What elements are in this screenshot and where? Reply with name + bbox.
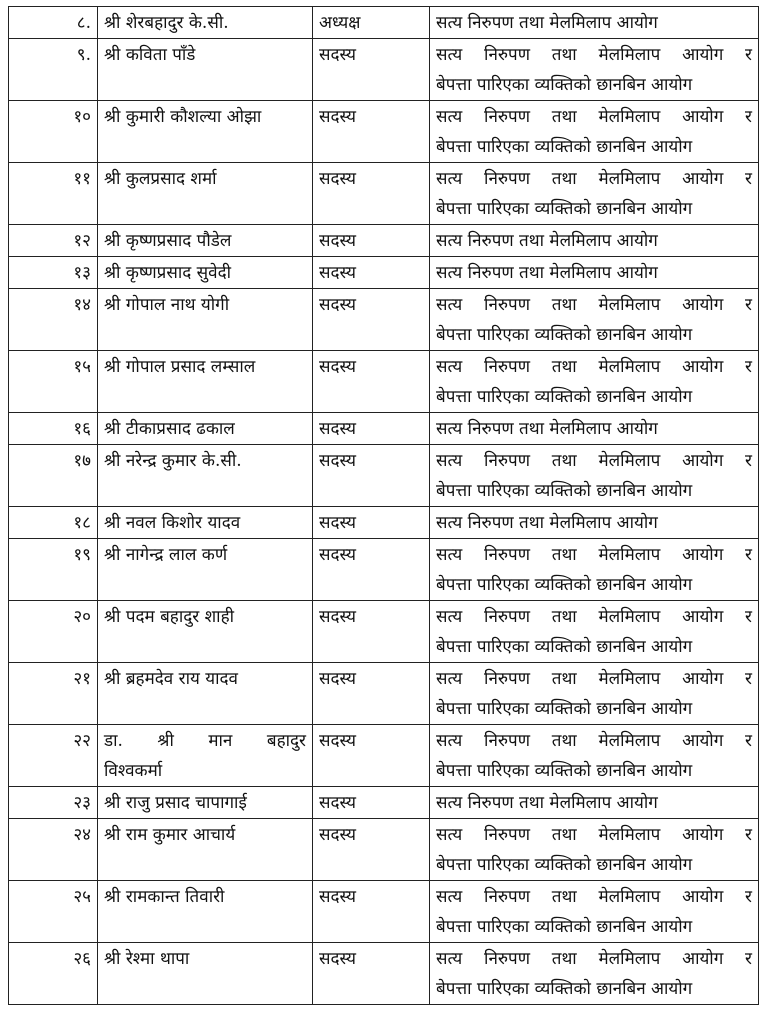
commission-line: सत्य निरुपण तथा मेलमिलाप आयोग र: [436, 887, 752, 907]
commission-line: सत्य निरुपण तथा मेलमिलाप आयोग: [436, 231, 658, 251]
commission-line: बेपत्ता पारिएका व्यक्तिको छानबिन आयोग: [436, 637, 693, 657]
table-row: [9, 351, 759, 413]
member-role: सदस्य: [313, 445, 430, 507]
member-role: अध्यक्ष: [313, 7, 430, 39]
commission-cell: [430, 601, 759, 663]
commission-line: सत्य निरुपण तथा मेलमिलाप आयोग र: [436, 295, 752, 315]
table-row: [9, 7, 759, 39]
member-name: श्री रेश्मा थापा: [98, 943, 313, 1005]
commission-cell: [430, 413, 759, 445]
table-row: [9, 725, 759, 787]
commission-cell: [430, 7, 759, 39]
member-role: सदस्य: [313, 539, 430, 601]
commission-cell: [430, 539, 759, 601]
member-name: श्री राम कुमार आचार्य: [98, 819, 313, 881]
commission-line: सत्य निरुपण तथा मेलमिलाप आयोग: [436, 263, 658, 283]
member-name: श्री कुलप्रसाद शर्मा: [98, 163, 313, 225]
commission-cell: [430, 663, 759, 725]
member-name: श्री शेरबहादुर के.सी.: [98, 7, 313, 39]
commission-line: सत्य निरुपण तथा मेलमिलाप आयोग र: [436, 169, 752, 189]
table-row: [9, 163, 759, 225]
member-name: श्री राजु प्रसाद चापागाई: [98, 787, 313, 819]
table-row: [9, 601, 759, 663]
member-role: सदस्य: [313, 725, 430, 787]
serial-number: १२: [9, 225, 98, 257]
commission-cell: [430, 819, 759, 881]
member-name: श्री रामकान्त तिवारी: [98, 881, 313, 943]
members-table-body: [9, 7, 759, 1005]
commission-line: सत्य निरुपण तथा मेलमिलाप आयोग: [436, 793, 658, 813]
serial-number: १६: [9, 413, 98, 445]
members-table: [8, 6, 759, 1005]
commission-cell: [430, 507, 759, 539]
member-role: सदस्य: [313, 225, 430, 257]
table-row: [9, 881, 759, 943]
commission-cell: [430, 101, 759, 163]
commission-cell: [430, 289, 759, 351]
commission-line: सत्य निरुपण तथा मेलमिलाप आयोग: [436, 513, 658, 533]
serial-number: २६: [9, 943, 98, 1005]
serial-number: २०: [9, 601, 98, 663]
member-role: सदस्य: [313, 507, 430, 539]
member-role: सदस्य: [313, 257, 430, 289]
commission-line: बेपत्ता पारिएका व्यक्तिको छानबिन आयोग: [436, 699, 693, 719]
serial-number: १७: [9, 445, 98, 507]
commission-cell: [430, 257, 759, 289]
serial-number: ११: [9, 163, 98, 225]
member-role: सदस्य: [313, 101, 430, 163]
commission-line: सत्य निरुपण तथा मेलमिलाप आयोग र: [436, 669, 752, 689]
member-role: सदस्य: [313, 163, 430, 225]
member-name-cell: [98, 725, 313, 787]
table-row: [9, 257, 759, 289]
serial-number: २३: [9, 787, 98, 819]
member-role: सदस्य: [313, 787, 430, 819]
commission-line: बेपत्ता पारिएका व्यक्तिको छानबिन आयोग: [436, 855, 693, 875]
member-role: सदस्य: [313, 881, 430, 943]
serial-number: २४: [9, 819, 98, 881]
member-role: सदस्य: [313, 819, 430, 881]
commission-line: सत्य निरुपण तथा मेलमिलाप आयोग र: [436, 607, 752, 627]
table-row: [9, 289, 759, 351]
commission-line: बेपत्ता पारिएका व्यक्तिको छानबिन आयोग: [436, 979, 693, 999]
table-row: [9, 819, 759, 881]
serial-number: २५: [9, 881, 98, 943]
member-name: डा. श्री मान बहादुर: [104, 731, 306, 751]
member-role: सदस्य: [313, 351, 430, 413]
commission-line: सत्य निरुपण तथा मेलमिलाप आयोग: [436, 419, 658, 439]
table-row: [9, 39, 759, 101]
serial-number: ८.: [9, 7, 98, 39]
commission-line: सत्य निरुपण तथा मेलमिलाप आयोग र: [436, 107, 752, 127]
commission-cell: [430, 225, 759, 257]
commission-line: बेपत्ता पारिएका व्यक्तिको छानबिन आयोग: [436, 137, 693, 157]
member-name: श्री टीकाप्रसाद ढकाल: [98, 413, 313, 445]
table-row: [9, 507, 759, 539]
commission-line: बेपत्ता पारिएका व्यक्तिको छानबिन आयोग: [436, 387, 693, 407]
member-name: श्री गोपाल नाथ योगी: [98, 289, 313, 351]
member-name: श्री ब्रहमदेव राय यादव: [98, 663, 313, 725]
serial-number: १०: [9, 101, 98, 163]
commission-cell: [430, 351, 759, 413]
serial-number: १८: [9, 507, 98, 539]
member-role: सदस्य: [313, 289, 430, 351]
serial-number: १५: [9, 351, 98, 413]
table-row: [9, 539, 759, 601]
commission-line: बेपत्ता पारिएका व्यक्तिको छानबिन आयोग: [436, 481, 693, 501]
table-row: [9, 445, 759, 507]
commission-line: बेपत्ता पारिएका व्यक्तिको छानबिन आयोग: [436, 325, 693, 345]
member-name: श्री नरेन्द्र कुमार के.सी.: [98, 445, 313, 507]
commission-line: बेपत्ता पारिएका व्यक्तिको छानबिन आयोग: [436, 917, 693, 937]
commission-cell: [430, 163, 759, 225]
commission-line: बेपत्ता पारिएका व्यक्तिको छानबिन आयोग: [436, 75, 693, 95]
commission-line: सत्य निरुपण तथा मेलमिलाप आयोग र: [436, 731, 752, 751]
member-role: सदस्य: [313, 663, 430, 725]
serial-number: २२: [9, 725, 98, 787]
commission-cell: [430, 445, 759, 507]
member-name: श्री नागेन्द्र लाल कर्ण: [98, 539, 313, 601]
commission-line: सत्य निरुपण तथा मेलमिलाप आयोग र: [436, 825, 752, 845]
commission-line: सत्य निरुपण तथा मेलमिलाप आयोग र: [436, 357, 752, 377]
serial-number: १९: [9, 539, 98, 601]
serial-number: २१: [9, 663, 98, 725]
member-role: सदस्य: [313, 413, 430, 445]
member-name: श्री पदम बहादुर शाही: [98, 601, 313, 663]
commission-line: सत्य निरुपण तथा मेलमिलाप आयोग र: [436, 949, 752, 969]
table-row: [9, 413, 759, 445]
table-row: [9, 943, 759, 1005]
commission-cell: [430, 943, 759, 1005]
commission-cell: [430, 881, 759, 943]
table-row: [9, 787, 759, 819]
commission-line: सत्य निरुपण तथा मेलमिलाप आयोग र: [436, 451, 752, 471]
member-name: श्री नवल किशोर यादव: [98, 507, 313, 539]
commission-line: बेपत्ता पारिएका व्यक्तिको छानबिन आयोग: [436, 199, 693, 219]
commission-cell: [430, 39, 759, 101]
table-row: [9, 225, 759, 257]
commission-cell: [430, 725, 759, 787]
member-role: सदस्य: [313, 601, 430, 663]
commission-line: सत्य निरुपण तथा मेलमिलाप आयोग र: [436, 545, 752, 565]
member-name: श्री कृष्णप्रसाद पौडेल: [98, 225, 313, 257]
member-name: श्री कविता पाँडे: [98, 39, 313, 101]
member-name: श्री कृष्णप्रसाद सुवेदी: [98, 257, 313, 289]
commission-line: सत्य निरुपण तथा मेलमिलाप आयोग: [436, 13, 658, 33]
commission-line: बेपत्ता पारिएका व्यक्तिको छानबिन आयोग: [436, 575, 693, 595]
member-name: श्री कुमारी कौशल्या ओझा: [98, 101, 313, 163]
table-row: [9, 101, 759, 163]
member-name: श्री गोपाल प्रसाद लम्साल: [98, 351, 313, 413]
commission-line: बेपत्ता पारिएका व्यक्तिको छानबिन आयोग: [436, 761, 693, 781]
member-role: सदस्य: [313, 39, 430, 101]
serial-number: १४: [9, 289, 98, 351]
table-row: [9, 663, 759, 725]
member-role: सदस्य: [313, 943, 430, 1005]
member-name-continued: विश्वकर्मा: [104, 761, 163, 781]
serial-number: १३: [9, 257, 98, 289]
serial-number: ९.: [9, 39, 98, 101]
commission-cell: [430, 787, 759, 819]
commission-line: सत्य निरुपण तथा मेलमिलाप आयोग र: [436, 45, 752, 65]
